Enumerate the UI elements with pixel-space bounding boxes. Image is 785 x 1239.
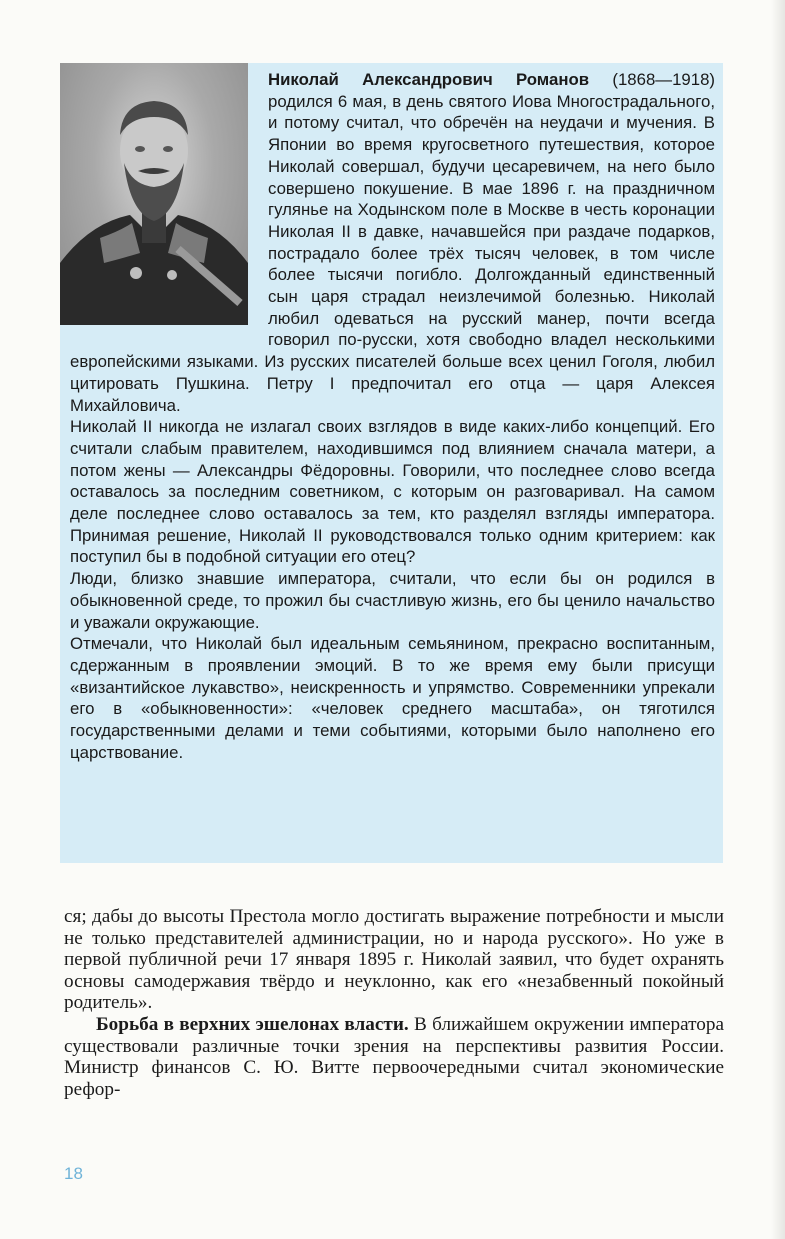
biography-infobox <box>60 63 723 863</box>
infobox-paragraph-3: Люди, близко знавшие императора, считали, что если бы он родился в обыкновенной среде, то прожил бы счастливую жизнь, его бы ценило начальство и уважали окружающие. <box>70 569 715 632</box>
infobox-paragraph-2: Николай II никогда не излагал своих взглядов в виде каких-либо концепций. Его считали слабым правителем, находившимся под влиянием сначала матери, а потом жены — Александры Фёдоровны. Говорили, что последнее слово всегда оставалось за последним советником, с которым он разговаривал. На самом деле последнее слово оставалось за тем, кто разделял взгляды императора. Принимая решение, Николай II руководствовался только одним критерием: как поступил бы в подобной ситуации его отец? <box>70 417 715 567</box>
main-text <box>64 906 724 1100</box>
main-paragraph-2-text: В ближайшем окружении императора существовали различные точки зрения на перспективы развития России. Министр финансов С. Ю. Витте первоочередными считал экономические рефор- <box>64 1013 724 1100</box>
infobox-paragraph-1-text: (1868—1918) родился 6 мая, в день святого Иова Многострадального, и потому считал, что обречён на неудачи и мучения. В Японии во время кругосветного путешествия, которое Николай совершал, будучи цесаревичем, на него было совершено покушение. В мае 1896 г. на праздничном гулянье на Ходынском поле в Москве в честь коронации Николая II в давке, начавшейся при раздаче подарков, пострадало более трёх тысяч человек, в том числе более тысячи погибло. Долгожданный единственный сын царя страдал неизлечимой болезнью. Николай любил одеваться на русский манер, почти всегда говорил по-русски, хотя свободно владел несколькими европейскими языками. Из русских писателей больше всех ценил Гоголя, любил цитировать Пушкина. Петру I предпочитал его отца — царя Алексея Михайловича. <box>70 70 715 415</box>
infobox-paragraph-4: Отмечали, что Николай был идеальным семьянином, прекрасно воспитанным, сдержанным в проявлении эмоций. В то же время ему были присущи «византийское лукавство», неискренность и упрямство. Современники упрекали его в «обыкновенности»: «человек среднего масштаба», он тяготился государственными делами и теми событиями, которыми было наполнено его царствование. <box>70 634 715 762</box>
portrait-photo <box>60 63 248 325</box>
main-paragraph-1: ся; дабы до высоты Престола могло достигать выражение потребности и мысли не только представителей администрации, но и народа русского». Но уже в первой публичной речи 17 января 1895 г. Николай заявил, что будет охранять основы самодержавия твёрдо и неуклонно, как его «незабвенный покойный родитель». <box>64 906 724 1014</box>
main-paragraph-2 <box>64 1014 724 1100</box>
section-heading: Борьба в верхних эшелонах власти. <box>96 1013 409 1035</box>
person-name: Николай Александрович Романов <box>268 70 590 89</box>
portrait-illustration <box>60 63 248 325</box>
page-edge-shade <box>771 0 785 1239</box>
page-number: 18 <box>64 1164 83 1183</box>
